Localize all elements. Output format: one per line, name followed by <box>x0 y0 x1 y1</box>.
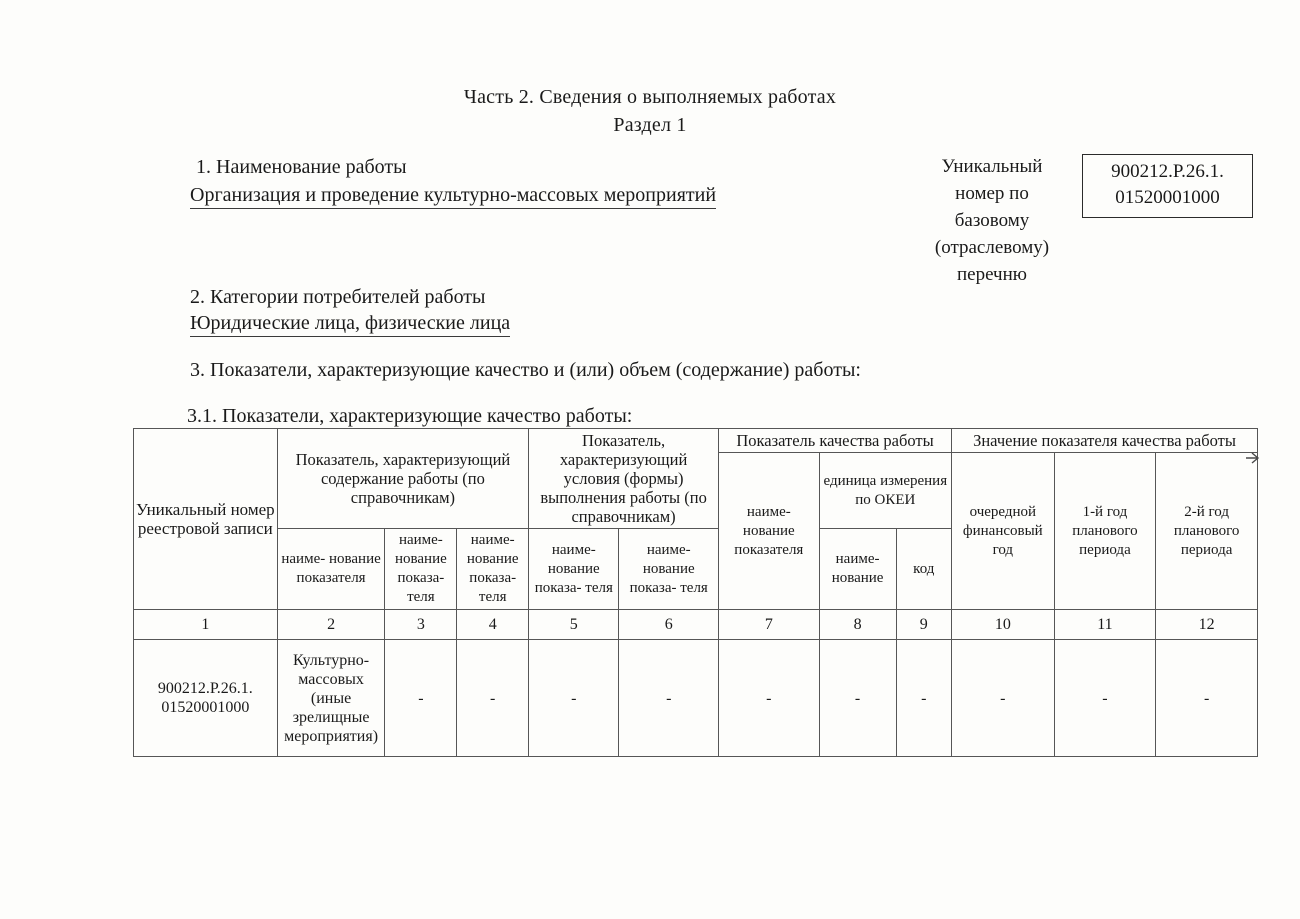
column-number-1: 1 <box>134 610 278 640</box>
header-unit-okei: единица измерения по ОКЕИ <box>819 453 951 529</box>
document-title-line-2: Раздел 1 <box>613 114 687 136</box>
cell-column-5: - <box>529 640 619 757</box>
document-title-line-1: Часть 2. Сведения о выполняемых работах <box>463 86 837 108</box>
unique-number-label-line-4: (отраслевому) <box>934 237 1050 258</box>
cell-content-name-line-5: мероприятия) <box>284 727 379 745</box>
section-1-value: Организация и проведение культурно-массовых мероприятий <box>190 184 716 209</box>
cell-content-name-line-1: Культурно- <box>293 651 370 669</box>
header-second-planned-year: 2-й год планового периода <box>1156 453 1258 610</box>
cell-column-9: - <box>896 640 951 757</box>
cell-column-7: - <box>719 640 820 757</box>
cell-content-name-line-3: (иные <box>310 689 352 707</box>
column-number-2: 2 <box>277 610 385 640</box>
header-conditions-indicator: Показатель, характеризующий условия (формы) выполнения работы (по справочникам) <box>529 429 719 529</box>
column-number-6: 6 <box>619 610 719 640</box>
cell-column-6: - <box>619 640 719 757</box>
column-number-8: 8 <box>819 610 896 640</box>
unique-number-label-line-5: перечню <box>957 264 1027 285</box>
header-content-indicator-name-2: наиме- нование показа- теля <box>385 529 457 610</box>
header-quality-indicator: Показатель качества работы <box>719 429 952 453</box>
column-number-10: 10 <box>952 610 1055 640</box>
header-quality-value: Значение показателя качества работы <box>952 429 1258 453</box>
cell-registry-number-line-2: 01520001000 <box>161 699 250 716</box>
cell-column-12: - <box>1156 640 1258 757</box>
column-number-3: 3 <box>385 610 457 640</box>
column-number-row <box>134 610 1258 640</box>
header-content-indicator-name-3: наиме- нование показа- теля <box>457 529 529 610</box>
section-3-1-subheading: 3.1. Показатели, характеризующие качество работы: <box>187 405 633 427</box>
cell-registry-number <box>134 640 278 757</box>
header-content-indicator: Показатель, характеризующий содержание работы (по справочникам) <box>277 429 528 529</box>
column-number-12: 12 <box>1156 610 1258 640</box>
cell-column-10: - <box>952 640 1055 757</box>
cell-content-name-line-2: массовых <box>298 670 364 688</box>
section-2-value: Юридические лица, физические лица <box>190 312 510 337</box>
quality-indicators-table <box>133 428 1258 757</box>
unique-number-label-line-1: Уникальный <box>941 156 1043 177</box>
header-quality-indicator-name: наиме- нование показателя <box>719 453 820 610</box>
unique-number-label-line-2: номер по <box>955 183 1029 204</box>
cell-content-name <box>277 640 385 757</box>
column-number-11: 11 <box>1054 610 1156 640</box>
table-row <box>134 640 1258 757</box>
unique-number-value-box <box>1082 154 1253 218</box>
header-current-financial-year: очередной финансовый год <box>952 453 1055 610</box>
cell-registry-number-line-1: 900212.Р.26.1. <box>157 680 253 697</box>
header-unit-name: наиме- нование <box>819 529 896 610</box>
header-content-indicator-name-1: наиме- нование показателя <box>277 529 385 610</box>
column-number-4: 4 <box>457 610 529 640</box>
unique-number-value-line-1: 900212.Р.26.1. <box>1111 161 1224 182</box>
section-1-heading: 1. Наименование работы <box>196 156 407 178</box>
column-number-7: 7 <box>719 610 820 640</box>
section-2-heading: 2. Категории потребителей работы <box>190 286 486 308</box>
unique-number-label <box>912 153 1072 288</box>
header-unique-registry-number: Уникальный номер реестровой записи <box>134 429 278 610</box>
column-number-5: 5 <box>529 610 619 640</box>
cell-column-8: - <box>819 640 896 757</box>
section-3-heading: 3. Показатели, характеризующие качество и (или) объем (содержание) работы: <box>190 359 861 381</box>
header-conditions-indicator-name-1: наиме- нование показа- теля <box>529 529 619 610</box>
cell-column-3: - <box>385 640 457 757</box>
cell-column-4: - <box>457 640 529 757</box>
unique-number-label-line-3: базовому <box>954 210 1030 231</box>
header-unit-code: код <box>896 529 951 610</box>
header-first-planned-year: 1-й год планового периода <box>1054 453 1156 610</box>
cell-column-11: - <box>1054 640 1156 757</box>
column-number-9: 9 <box>896 610 951 640</box>
header-conditions-indicator-name-2: наиме- нование показа- теля <box>619 529 719 610</box>
cell-content-name-line-4: зрелищные <box>292 708 370 726</box>
unique-number-value-line-2: 01520001000 <box>1115 187 1220 208</box>
